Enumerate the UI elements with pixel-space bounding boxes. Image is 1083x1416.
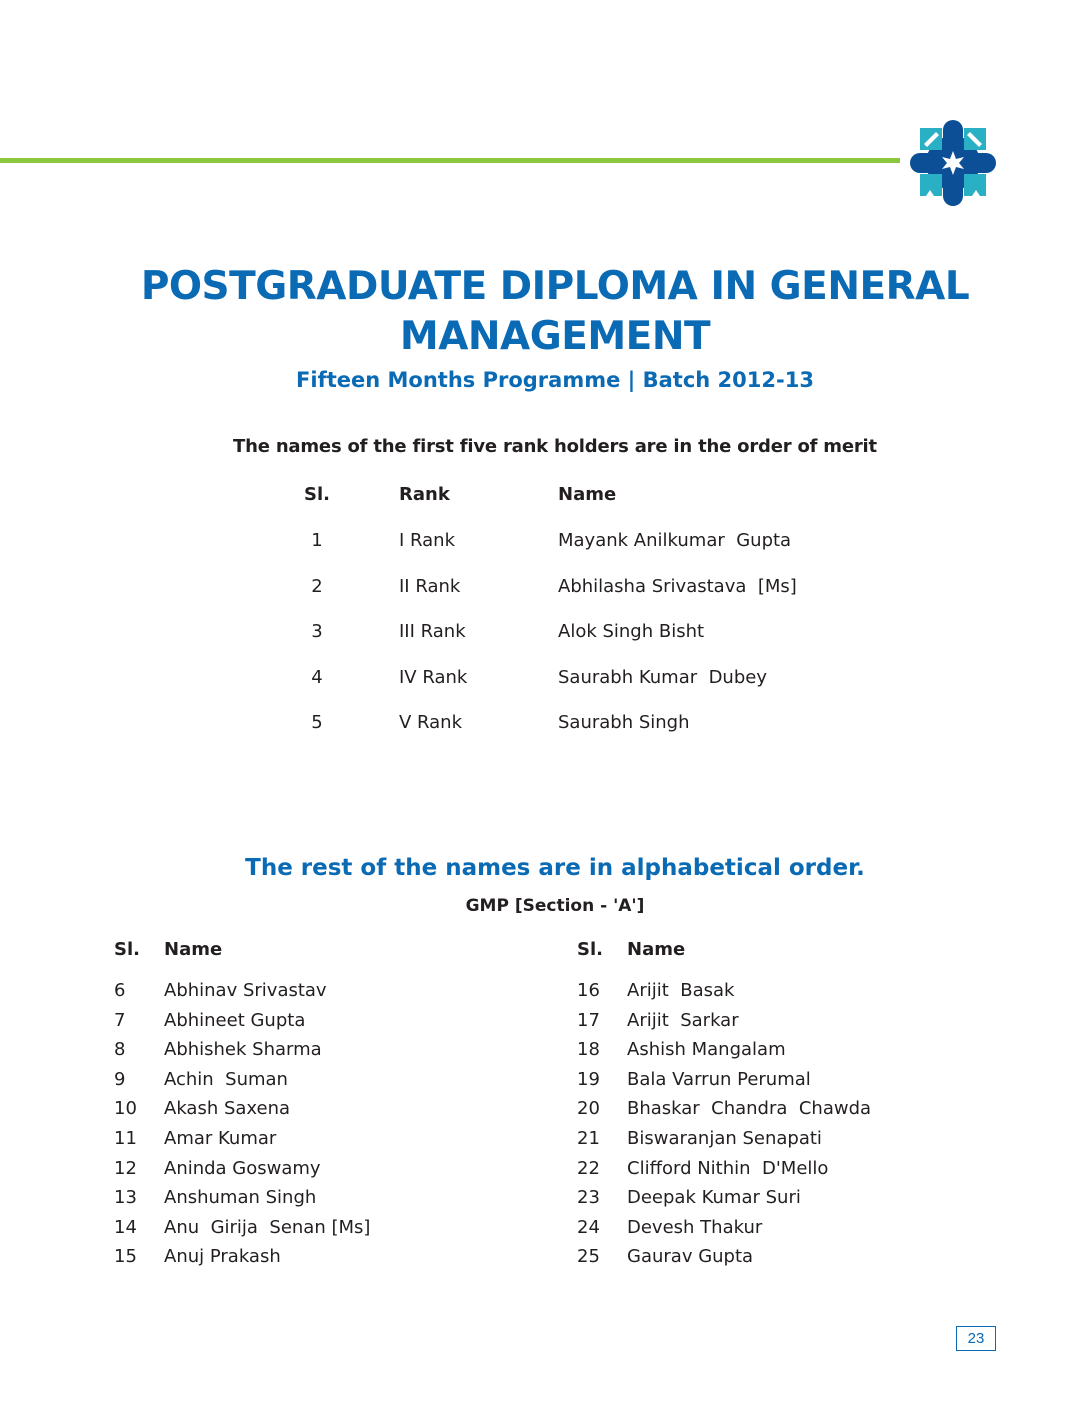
list-item-sl: 15	[114, 1246, 137, 1268]
list-item-sl: 18	[577, 1039, 600, 1061]
list-item-name: Amar Kumar	[164, 1128, 277, 1149]
list-item-sl: 9	[114, 1068, 126, 1090]
list-item-sl: 7	[114, 1009, 126, 1031]
list-item-sl: 23	[577, 1187, 600, 1209]
rank-row-sl: 4	[311, 666, 323, 688]
rank-header-rank: Rank	[399, 484, 450, 505]
rank-row-sl: 5	[311, 712, 323, 734]
list-item-sl: 8	[114, 1039, 126, 1061]
institute-emblem-icon	[908, 118, 998, 208]
page-title	[0, 262, 1083, 362]
list-item-name: Anu Girija Senan [Ms]	[164, 1216, 371, 1238]
list-item-sl: 20	[577, 1098, 600, 1120]
list-item-sl: 12	[114, 1157, 137, 1179]
list-item-name: Aninda Goswamy	[164, 1157, 321, 1179]
rank-row-name: Saurabh Singh	[558, 712, 690, 734]
list-item-sl: 25	[577, 1246, 600, 1268]
rank-row-rank: IV Rank	[399, 666, 468, 688]
rank-row-name: Saurabh Kumar Dubey	[558, 666, 767, 688]
section-label: GMP [Section - 'A']	[465, 896, 645, 916]
rank-row-name: Mayank Anilkumar Gupta	[558, 530, 792, 551]
rank-row-name: Alok Singh Bisht	[558, 621, 705, 643]
list-item-sl: 24	[577, 1216, 600, 1238]
rank-row-sl: 1	[311, 530, 323, 551]
list-item-sl: 17	[577, 1009, 600, 1031]
left-header-name: Name	[164, 939, 223, 960]
list-item-sl: 11	[114, 1128, 137, 1149]
list-item-sl: 13	[114, 1187, 137, 1209]
list-item-name: Achin Suman	[164, 1068, 288, 1090]
list-item-sl: 21	[577, 1128, 600, 1149]
list-item-sl: 22	[577, 1157, 600, 1179]
list-item-name: Biswaranjan Senapati	[627, 1128, 822, 1149]
rank-row-name: Abhilasha Srivastava [Ms]	[558, 575, 797, 597]
list-item-name: Gaurav Gupta	[627, 1246, 754, 1268]
list-item-sl: 14	[114, 1216, 137, 1238]
programme-subtitle: Fifteen Months Programme | Batch 2012-13	[296, 368, 814, 392]
list-item-name: Arijit Basak	[627, 980, 735, 1001]
rank-row-rank: II Rank	[399, 575, 461, 597]
rank-row-sl: 2	[311, 575, 323, 597]
list-item-name: Bhaskar Chandra Chawda	[627, 1098, 872, 1120]
right-header-sl: Sl.	[577, 939, 603, 960]
right-header-name: Name	[627, 939, 686, 960]
list-item-name: Anshuman Singh	[164, 1187, 317, 1209]
rank-row-sl: 3	[311, 621, 323, 643]
list-item-name: Anuj Prakash	[164, 1246, 281, 1268]
list-item-sl: 16	[577, 980, 600, 1001]
list-item-sl: 10	[114, 1098, 137, 1120]
rank-row-rank: III Rank	[399, 621, 466, 643]
header-rule	[0, 158, 900, 163]
list-item-name: Deepak Kumar Suri	[627, 1187, 801, 1209]
list-item-name: Devesh Thakur	[627, 1216, 763, 1238]
list-item-sl: 19	[577, 1068, 600, 1090]
list-item-name: Clifford Nithin D'Mello	[627, 1157, 829, 1179]
title-line-1: POSTGRADUATE DIPLOMA IN GENERAL	[140, 264, 970, 309]
list-item-sl: 6	[114, 980, 126, 1001]
title-line-2: MANAGEMENT	[399, 314, 711, 359]
page-number: 23	[956, 1326, 996, 1351]
rank-header-sl: Sl.	[304, 484, 330, 505]
list-item-name: Arijit Sarkar	[627, 1009, 739, 1031]
list-item-name: Akash Saxena	[164, 1098, 291, 1120]
list-item-name: Abhineet Gupta	[164, 1009, 306, 1031]
list-item-name: Bala Varrun Perumal	[627, 1068, 811, 1090]
list-item-name: Abhishek Sharma	[164, 1039, 322, 1061]
merit-note: The names of the first five rank holders are in the order of merit	[233, 436, 877, 457]
rank-header-name: Name	[558, 484, 617, 505]
rank-row-rank: V Rank	[399, 712, 463, 734]
alphabetical-note: The rest of the names are in alphabetical order.	[245, 855, 865, 881]
rank-row-rank: I Rank	[399, 530, 456, 551]
left-header-sl: Sl.	[114, 939, 140, 960]
list-item-name: Abhinav Srivastav	[164, 980, 327, 1001]
list-item-name: Ashish Mangalam	[627, 1039, 786, 1061]
